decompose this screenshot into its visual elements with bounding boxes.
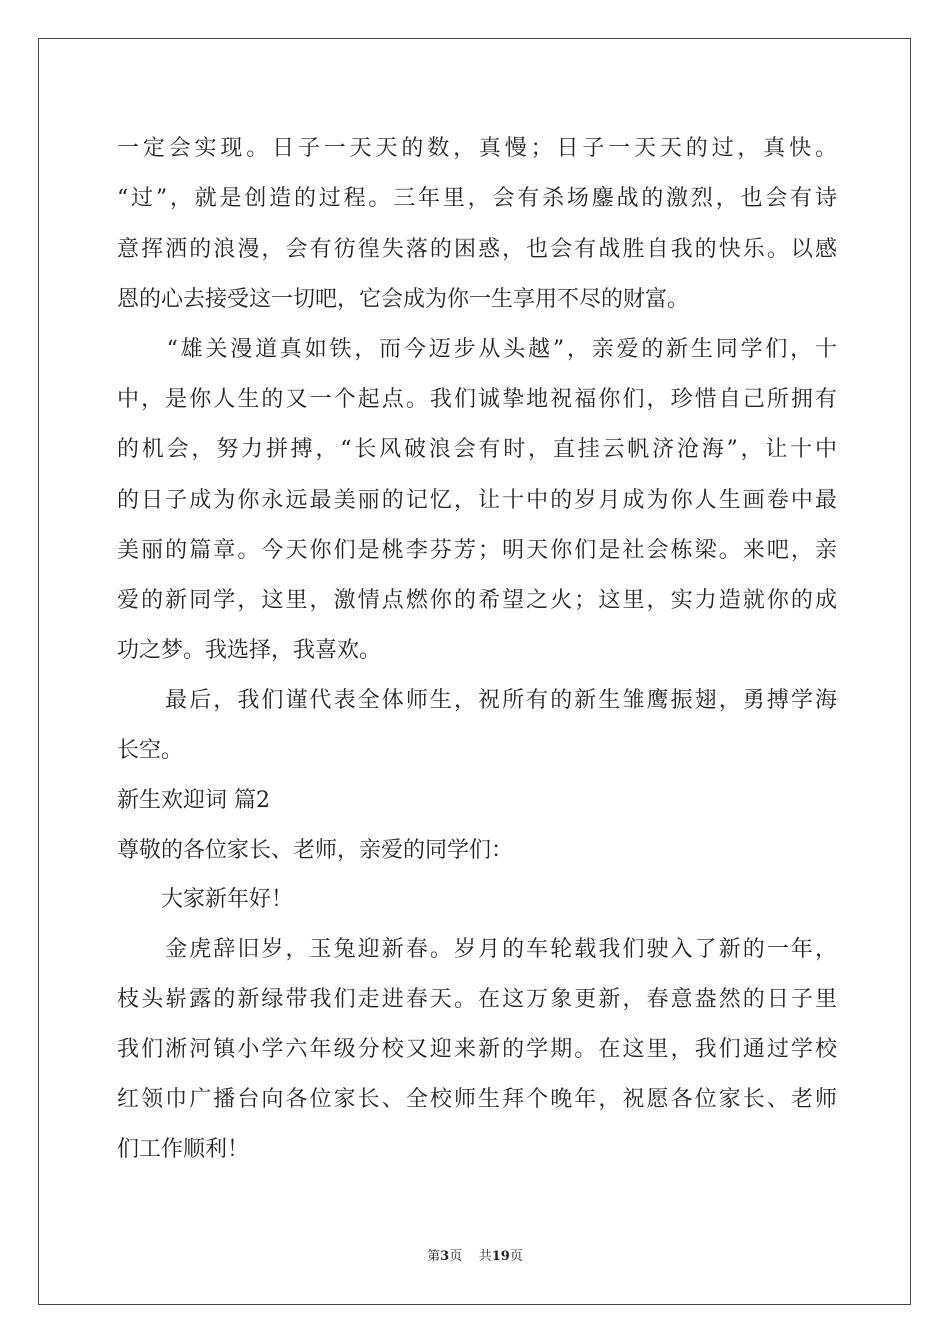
section-heading: 新生欢迎词 篇2	[117, 788, 270, 813]
text-line: 的日子成为你永远最美丽的记忆，让十中的岁月成为你人生画卷中最	[117, 488, 837, 513]
total-pages: 19	[491, 1249, 510, 1264]
text-line: 功之梦。我选择，我喜欢。	[117, 638, 382, 663]
page-number: 3	[440, 1249, 450, 1264]
text-line: 的机会，努力拼搏，“长风破浪会有时，直挂云帆济沧海”，让十中	[117, 437, 837, 462]
page-suffix: 页	[449, 1249, 463, 1264]
text-line: 意挥洒的浪漫，会有彷徨失落的困惑，也会有战胜自我的快乐。以感	[117, 237, 837, 262]
text-line: 最后，我们谨代表全体师生，祝所有的新生雏鹰振翅，勇搏学海	[117, 688, 837, 713]
text-line: 一定会实现。日子一天天的数，真慢；日子一天天的过，真快。	[117, 136, 837, 161]
page-prefix: 第	[427, 1249, 441, 1264]
total-prefix: 共	[478, 1249, 492, 1264]
total-suffix: 页	[509, 1249, 523, 1264]
text-line: 红领巾广播台向各位家长、全校师生拜个晚年，祝愿各位家长、老师	[117, 1087, 837, 1112]
text-line: 美丽的篇章。今天你们是桃李芬芳；明天你们是社会栋梁。来吧，亲	[117, 538, 837, 563]
page-border	[38, 38, 911, 1305]
text-line: “雄关漫道真如铁，而今迈步从头越”，亲爱的新生同学们，十	[117, 337, 837, 362]
text-line: 长空。	[117, 738, 184, 763]
text-line: “过”，就是创造的过程。三年里，会有杀场鏖战的激烈，也会有诗	[117, 186, 837, 211]
text-line: 中，是你人生的又一个起点。我们诚挚地祝福你们，珍惜自己所拥有	[117, 387, 837, 412]
text-line: 们工作顺利！	[117, 1137, 250, 1162]
salutation: 尊敬的各位家长、老师，亲爱的同学们：	[117, 838, 514, 863]
text-line: 我们淅河镇小学六年级分校又迎来新的学期。在这里，我们通过学校	[117, 1037, 837, 1062]
text-line: 枝头崭露的新绿带我们走进春天。在这万象更新，春意盎然的日子里	[117, 987, 837, 1012]
text-line: 爱的新同学，这里，激情点燃你的希望之火；这里，实力造就你的成	[117, 588, 837, 613]
text-line: 恩的心去接受这一切吧，它会成为你一生享用不尽的财富。	[117, 287, 690, 312]
greeting: 大家新年好！	[117, 887, 294, 912]
text-line: 金虎辞旧岁，玉兔迎新春。岁月的车轮载我们驶入了新的一年，	[117, 937, 837, 962]
page-footer	[0, 1249, 950, 1265]
